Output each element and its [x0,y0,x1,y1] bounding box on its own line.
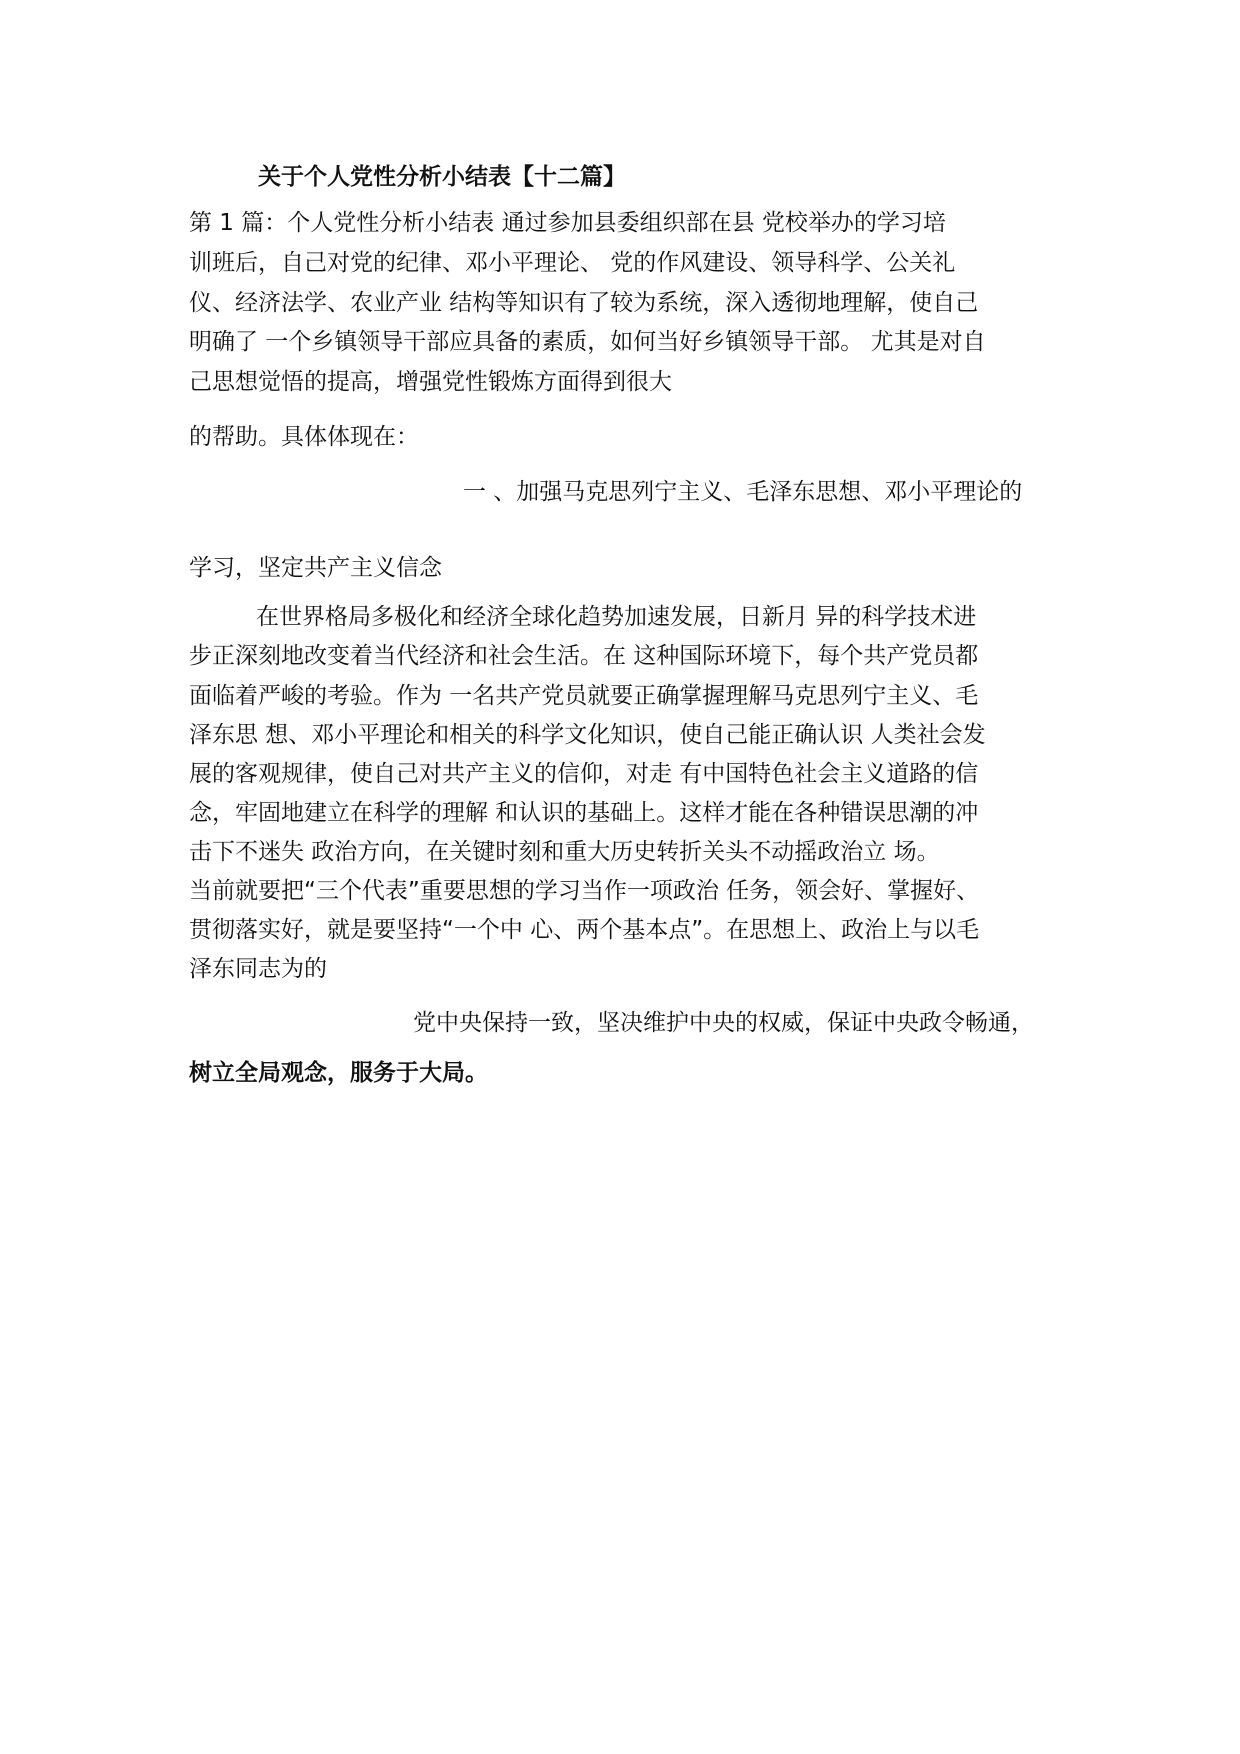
text-line: 步正深刻地改变着当代经济和社会生活。在 这种国际环境下，每个共产党员都 [189,643,979,669]
section-heading: 一 、加强马克思列宁主义、毛泽东思想、邓小平理论的 [463,479,1023,505]
bold-text-line: 树立全局观念，服务于大局。 [189,1060,488,1086]
text-line: 训班后，自己对党的纪律、邓小平理论、 党的作风建设、领导科学、公关礼 [189,250,956,276]
text-line: 明确了 一个乡镇领导干部应具备的素质，如何当好乡镇领导干部。 尤其是对自 [189,329,986,355]
text-line: 泽东同志为的 [189,956,327,982]
text-line: 党中央保持一致，坚决维护中央的权威，保证中央政令畅通， [413,1010,1034,1036]
document-title: 关于个人党性分析小结表【十二篇】 [258,164,626,190]
text-line: 当前就要把“三个代表”重要思想的学习当作一项政治 任务，领会好、掌握好、 [189,878,980,904]
text-line: 己思想觉悟的提高，增强党性锻炼方面得到很大 [189,369,672,395]
text-line: 泽东思 想、邓小平理论和相关的科学文化知识，使自己能正确认识 人类社会发 [189,722,986,748]
text-line: 面临着严峻的考验。作为 一名共产党员就要正确掌握理解马克思列宁主义、毛 [189,683,979,709]
text-line: 在世界格局多极化和经济全球化趋势加速发展，日新月 异的科学技术进 [256,604,977,630]
text-line: 展的客观规律，使自己对共产主义的信仰，对走 有中国特色社会主义道路的信 [189,761,979,787]
section-heading-continued: 学习，坚定共产主义信念 [189,555,442,581]
text-line: 的帮助。具体体现在： [189,424,419,450]
text-line: 贯彻落实好，就是要坚持“一个中 心、两个基本点”。在思想上、政治上与以毛 [189,917,980,943]
text-line: 第 1 篇：个人党性分析小结表 通过参加县委组织部在县 党校举办的学习培 [189,210,946,236]
text-line: 念，牢固地建立在科学的理解 和认识的基础上。这样才能在各种错误思潮的冲 [189,800,979,826]
text-line: 击下不迷失 政治方向，在关键时刻和重大历史转折关头不动摇政治立 场。 [189,839,940,865]
text-line: 仪、经济法学、农业产业 结构等知识有了较为系统，深入透彻地理解，使自己 [189,290,979,316]
